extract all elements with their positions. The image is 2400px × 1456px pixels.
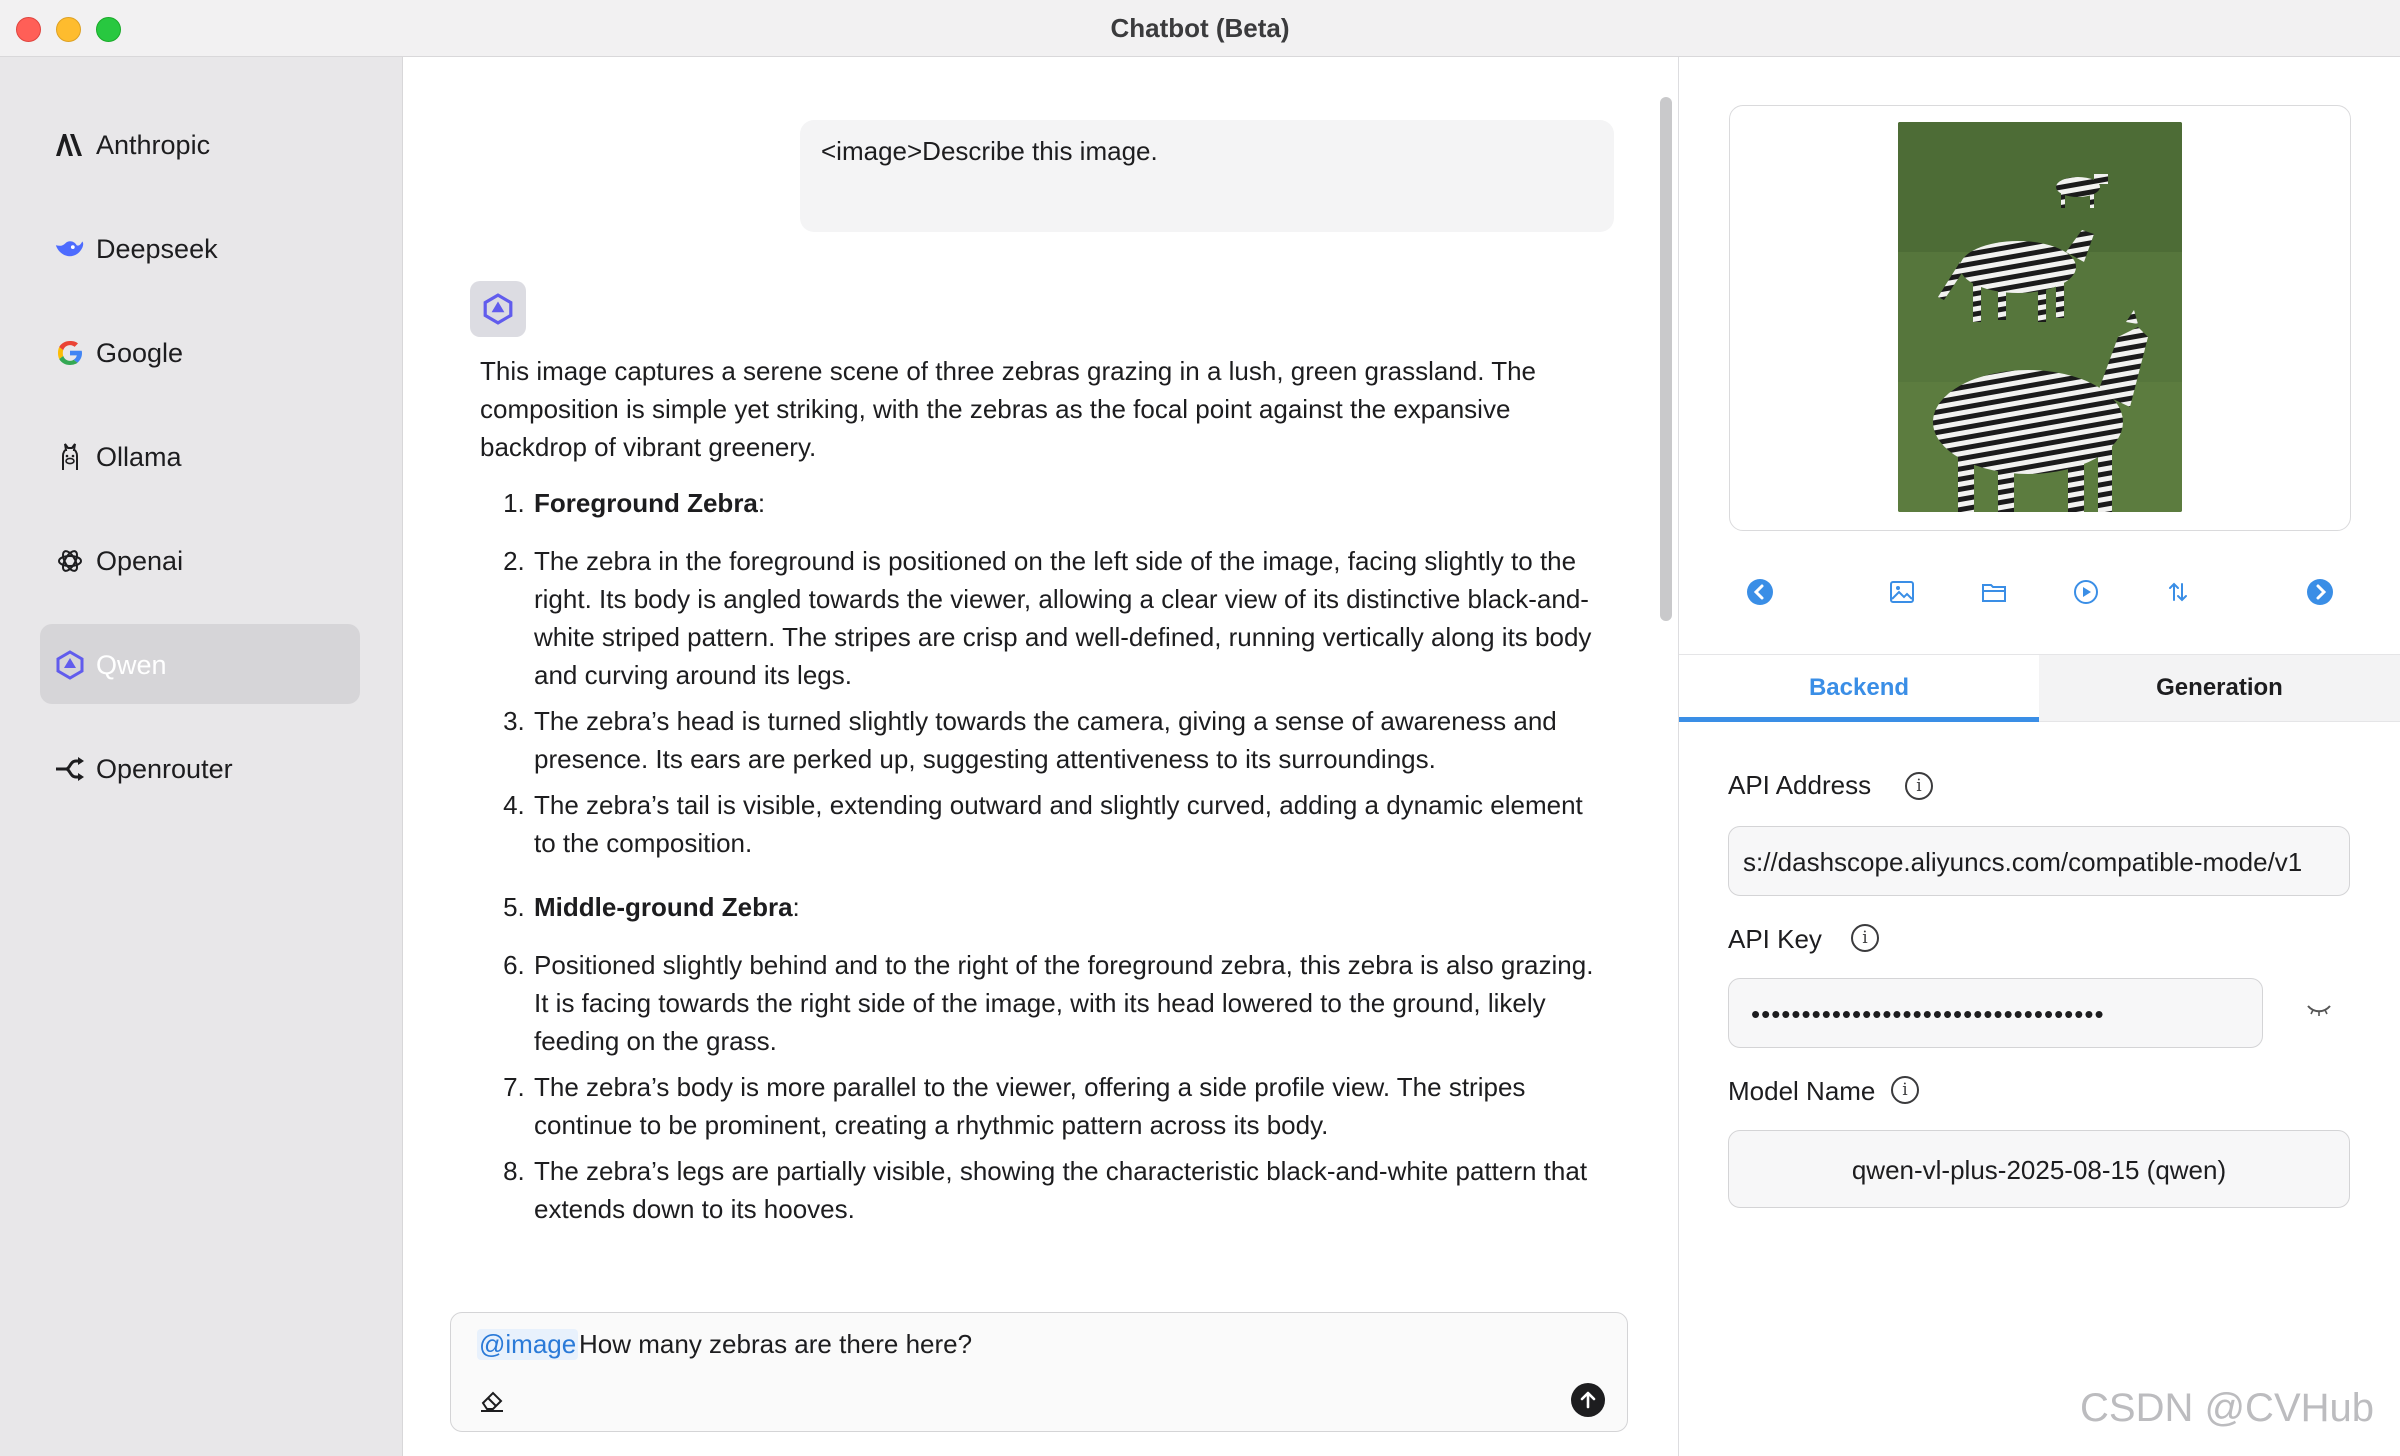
image-mention-tag[interactable]: @image xyxy=(479,1329,577,1359)
message-input[interactable] xyxy=(450,1312,1628,1432)
api-address-label: API Address xyxy=(1728,770,1872,800)
user-message-bubble xyxy=(800,120,1614,232)
watermark: CSDN @CVHub xyxy=(2080,1386,2375,1430)
sidebar-item-label: Anthropic xyxy=(96,130,211,160)
window-title: Chatbot (Beta) xyxy=(1110,13,1290,43)
folder-icon[interactable] xyxy=(1978,576,2010,608)
tab-generation[interactable]: Generation xyxy=(2039,655,2400,721)
sidebar-item-deepseek[interactable] xyxy=(40,208,360,288)
qwen-logo-icon xyxy=(54,649,86,681)
next-image-icon[interactable] xyxy=(2304,576,2336,608)
api-key-label: API Key xyxy=(1728,924,1822,954)
assistant-message xyxy=(480,352,1600,1236)
settings-tabs xyxy=(1679,654,2400,722)
sidebar-item-label: Deepseek xyxy=(96,234,218,264)
list-item-text: The zebra’s head is turned slightly towards the camera, giving a sense of awareness and presence. Its ears are perked up, suggesting attentiveness to its surroundings. xyxy=(534,706,1557,774)
arrow-up-icon xyxy=(1578,1390,1598,1410)
message-input-text: How many zebras are there here? xyxy=(579,1329,973,1359)
list-item xyxy=(532,1152,1600,1228)
openrouter-logo-icon xyxy=(54,753,86,785)
list-item-text: The zebra’s body is more parallel to the viewer, offering a side profile view. The stripes continue to be prominent, creating a rhythmic pattern across its body. xyxy=(534,1072,1526,1140)
list-item xyxy=(532,702,1600,778)
eye-closed-icon[interactable] xyxy=(2304,1000,2334,1020)
title-bar xyxy=(0,0,2400,57)
model-name-select[interactable]: qwen-vl-plus-2025-08-15 (qwen) xyxy=(1728,1130,2350,1208)
anthropic-logo-icon xyxy=(54,129,86,161)
list-item-text: : xyxy=(792,892,800,922)
zebra-image xyxy=(1898,122,2182,512)
info-icon[interactable]: i xyxy=(1905,772,1933,800)
sidebar-item-label: Google xyxy=(96,338,184,368)
deepseek-logo-icon xyxy=(54,233,86,265)
list-item xyxy=(532,542,1600,694)
sidebar-item-qwen[interactable] xyxy=(40,624,360,704)
sidebar-item-label: Qwen xyxy=(96,650,167,680)
api-address-field[interactable]: s://dashscope.aliyuncs.com/compatible-mode/v1 xyxy=(1728,826,2350,896)
list-item xyxy=(532,786,1600,862)
qwen-logo-icon xyxy=(482,293,514,325)
info-icon[interactable]: i xyxy=(1851,924,1879,952)
list-item-text: Positioned slightly behind and to the right of the foreground zebra, this zebra is also grazing. It is facing towards the right side of the image, with its head lowered to the ground, likely feeding on the grass. xyxy=(534,950,1594,1056)
assistant-avatar xyxy=(470,281,526,337)
ollama-logo-icon xyxy=(54,441,86,473)
eraser-icon[interactable] xyxy=(477,1385,507,1415)
image-icon[interactable] xyxy=(1886,576,1918,608)
list-item xyxy=(532,888,1600,926)
sidebar-item-label: Ollama xyxy=(96,442,182,472)
image-preview xyxy=(1729,105,2351,531)
list-item-text: The zebra’s tail is visible, extending outward and slightly curved, adding a dynamic element to the composition. xyxy=(534,790,1583,858)
list-item-heading: Foreground Zebra xyxy=(534,488,758,518)
assistant-intro: This image captures a serene scene of three zebras grazing in a lush, green grassland. The composition is simple yet striking, with the zebras as the focal point against the expansive backdrop of vibrant greenery. xyxy=(480,356,1537,462)
assistant-list xyxy=(480,484,1600,1228)
model-name-label: Model Name xyxy=(1728,1076,1876,1106)
list-item xyxy=(532,484,1600,522)
openai-logo-icon xyxy=(54,545,86,577)
sidebar-item-openrouter[interactable] xyxy=(40,728,360,808)
swap-vertical-icon[interactable] xyxy=(2162,576,2194,608)
sidebar-item-anthropic[interactable] xyxy=(40,104,360,184)
send-button[interactable] xyxy=(1571,1383,1605,1417)
list-item-text: The zebra in the foreground is positioned on the left side of the image, facing slightly to the right. Its body is angled towards the viewer, allowing a clear view of its distinctive black-and-white striped pattern. The stripes are crisp and well-defined, running vertically along its body and curving around its legs. xyxy=(534,546,1592,690)
previous-image-icon[interactable] xyxy=(1744,576,1776,608)
info-icon[interactable]: i xyxy=(1891,1076,1919,1104)
user-message-text: <image>Describe this image. xyxy=(821,136,1158,166)
sidebar-item-ollama[interactable] xyxy=(40,416,360,496)
sidebar-item-label: Openai xyxy=(96,546,184,576)
tab-backend[interactable]: Backend xyxy=(1679,655,2039,722)
list-item-text: : xyxy=(757,488,766,518)
chat-scrollbar[interactable] xyxy=(1660,97,1672,621)
sidebar-item-label: Openrouter xyxy=(96,754,233,784)
sidebar-item-openai[interactable] xyxy=(40,520,360,600)
sidebar-item-google[interactable] xyxy=(40,312,360,392)
list-item-text: The zebra’s legs are partially visible, showing the characteristic black-and-white pattern that extends down to its hooves. xyxy=(534,1156,1588,1224)
list-item xyxy=(532,946,1600,1060)
list-item-heading: Middle-ground Zebra xyxy=(534,892,793,922)
play-icon[interactable] xyxy=(2070,576,2102,608)
list-item xyxy=(532,1068,1600,1144)
api-key-field[interactable]: ••••••••••••••••••••••••••••••••••• xyxy=(1728,978,2263,1048)
google-logo-icon xyxy=(54,337,86,369)
